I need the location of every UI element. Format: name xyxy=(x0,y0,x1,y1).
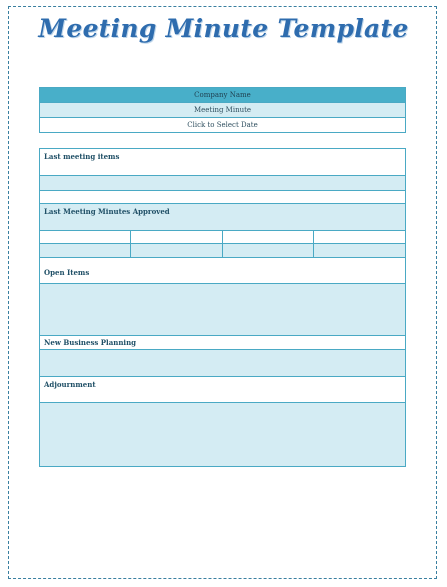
approval-cell[interactable] xyxy=(131,231,223,243)
last-meeting-items-field[interactable] xyxy=(40,175,405,190)
approval-cell[interactable] xyxy=(131,244,223,257)
meeting-minute-label: Meeting Minute xyxy=(40,103,405,118)
date-picker-field[interactable]: Click to Select Date xyxy=(40,118,405,132)
last-meeting-items-label: Last meeting items xyxy=(44,152,120,161)
adjournment-field[interactable] xyxy=(40,402,405,466)
new-business-header xyxy=(40,335,405,349)
approval-cell[interactable] xyxy=(40,231,131,243)
header-table xyxy=(39,87,406,133)
last-meeting-items-field-2[interactable] xyxy=(40,190,405,203)
open-items-field[interactable] xyxy=(40,283,405,335)
last-meeting-items-header xyxy=(40,149,405,175)
approval-cell[interactable] xyxy=(314,244,405,257)
document-title: Meeting Minute Template xyxy=(38,14,409,43)
approval-cell[interactable] xyxy=(223,244,314,257)
adjournment-label: Adjournment xyxy=(44,380,96,389)
approval-cell[interactable] xyxy=(314,231,405,243)
new-business-label: New Business Planning xyxy=(44,338,137,347)
approval-row-2 xyxy=(40,243,405,257)
minutes-table xyxy=(39,148,406,467)
approval-row-1 xyxy=(40,230,405,243)
open-items-header xyxy=(40,257,405,283)
adjournment-header xyxy=(40,376,405,402)
minutes-approved-label: Last Meeting Minutes Approved xyxy=(44,207,170,216)
open-items-label: Open Items xyxy=(44,268,90,277)
minutes-approved-header xyxy=(40,203,405,230)
approval-cell[interactable] xyxy=(40,244,131,257)
new-business-field[interactable] xyxy=(40,349,405,376)
approval-cell[interactable] xyxy=(223,231,314,243)
company-name-field[interactable]: Company Name xyxy=(40,88,405,103)
